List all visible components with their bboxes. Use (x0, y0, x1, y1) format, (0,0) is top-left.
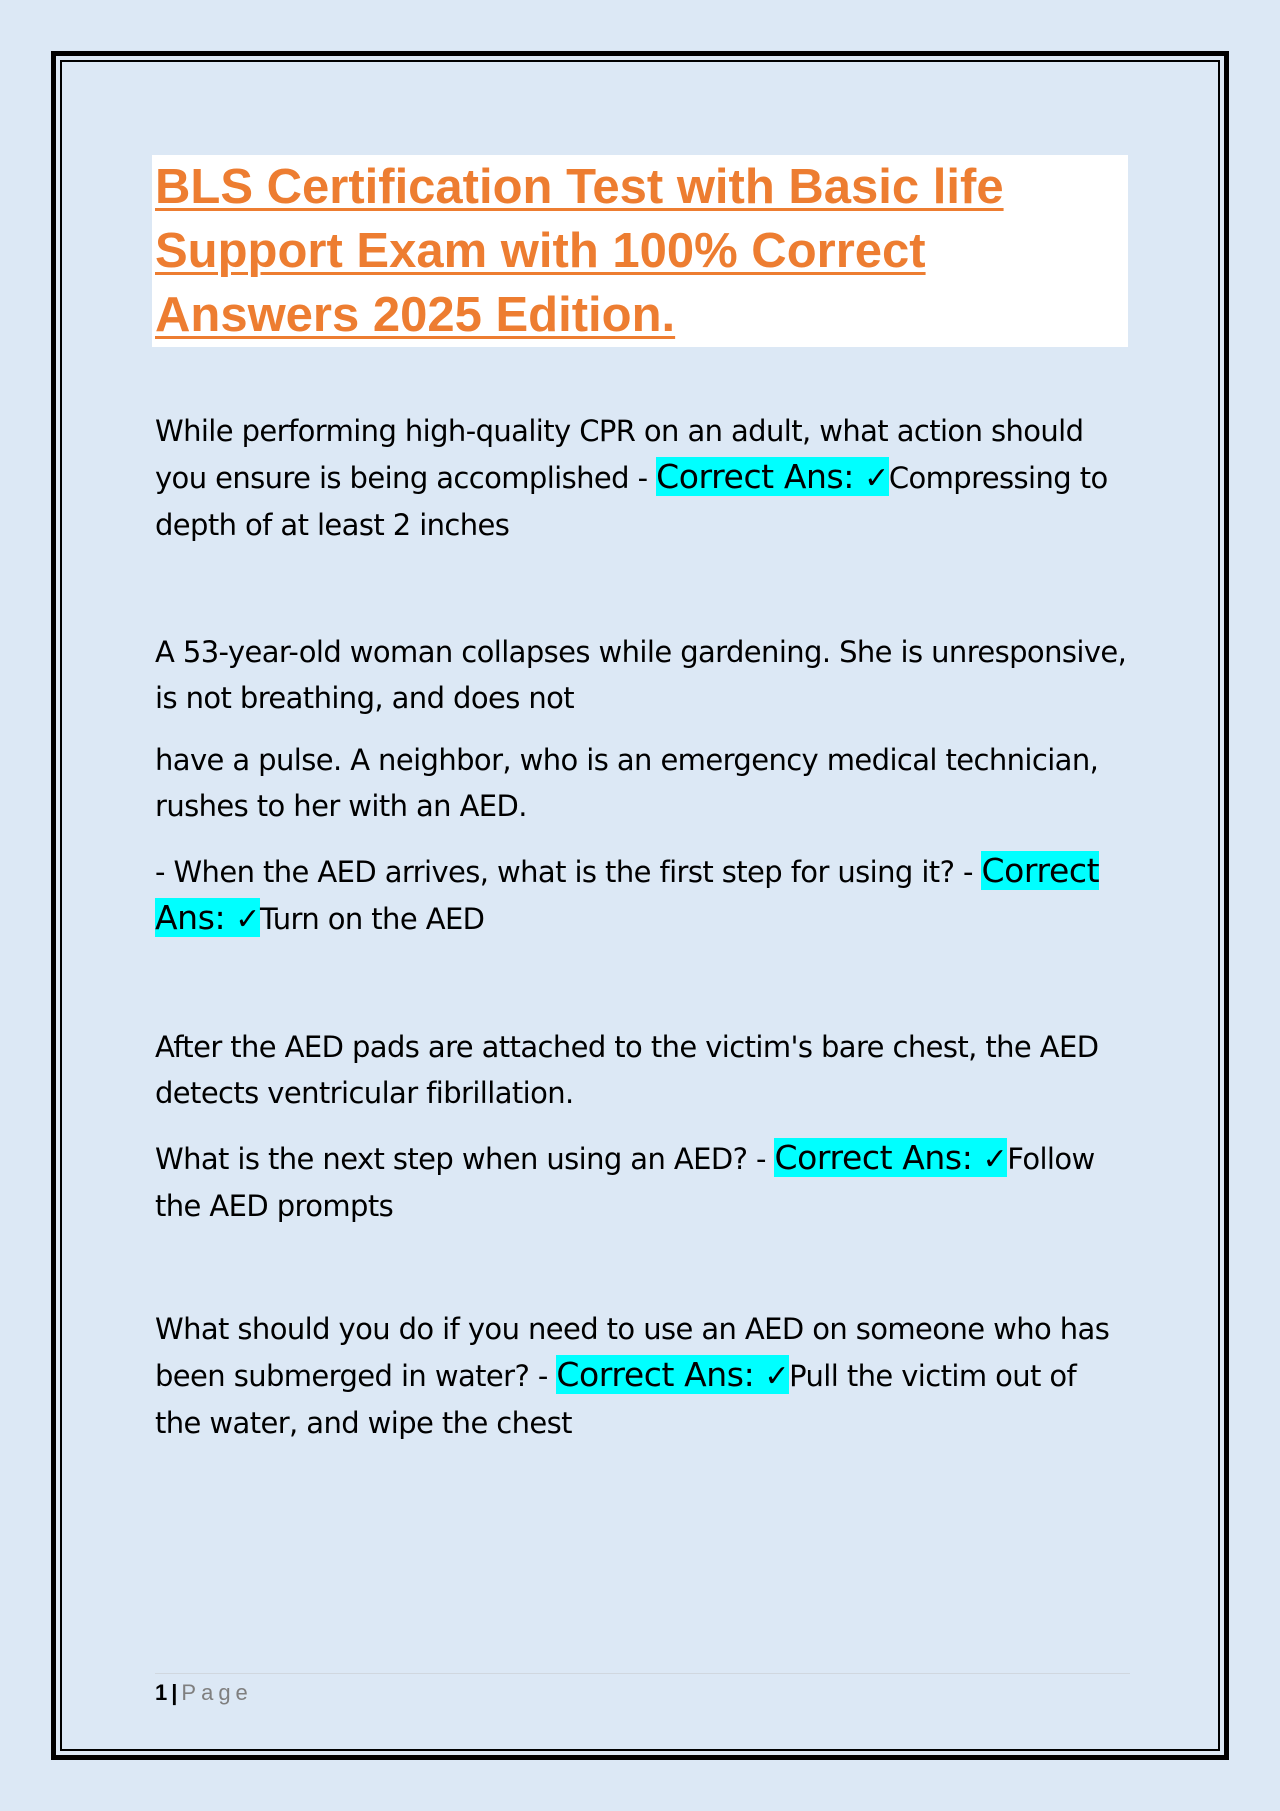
answer-text: Compressing to depth of at least 2 inches (155, 461, 1108, 542)
answer-label: Correct Ans: (155, 851, 1100, 937)
question-block-3-line2 (155, 1135, 1130, 1229)
check-mark-icon: ✓ (982, 1142, 1008, 1177)
question-block-2-line3 (155, 848, 1130, 943)
page-number: 1 (155, 1680, 168, 1705)
answer-label-highlight (556, 1355, 789, 1394)
document-title: BLS Certification Test with Basic life Support Exam with 100% Correct Answers 2025 Edition. (155, 160, 1004, 342)
answer-label-highlight (774, 1138, 1007, 1177)
question-block-4 (155, 1306, 1130, 1446)
answer-text: Follow the AED prompts (155, 1142, 1095, 1223)
check-mark-icon: ✓ (864, 461, 889, 496)
answer-label: Correct Ans: (774, 1138, 983, 1177)
answer-label: Correct Ans: (556, 1355, 765, 1394)
question-block-1 (155, 408, 1130, 548)
answer-label: Correct Ans: (656, 457, 865, 496)
page-footer (155, 1680, 253, 1706)
check-mark-icon: ✓ (235, 902, 261, 937)
page-label: Page (181, 1680, 253, 1705)
check-mark-icon: ✓ (764, 1359, 790, 1394)
footer-divider (155, 1673, 1130, 1674)
question-block-2-line1: A 53-year-old woman collapses while gardening. She is unresponsive, is not breathing, and does not (155, 635, 1127, 715)
answer-label-highlight (656, 457, 889, 496)
question-block-3-line1: After the AED pads are attached to the victim's bare chest, the AED detects ventricular fibrillation. (155, 1030, 1099, 1110)
question-block-2-line2: have a pulse. A neighbor, who is an emergency medical technician, rushes to her with an AED. (155, 743, 1099, 823)
question-text: What should you do if you need to use an AED on someone who has been submerged in water? - (155, 1312, 1110, 1393)
answer-text: Turn on the AED (260, 902, 485, 936)
question-text: What is the next step when using an AED? - (155, 1142, 766, 1176)
footer-separator: | (171, 1680, 178, 1705)
question-text: - When the AED arrives, what is the first step for using it? - (155, 855, 973, 889)
answer-text: Pull the victim out of the water, and wipe the chest (155, 1359, 1077, 1440)
question-text: While performing high-quality CPR on an adult, what action should you ensure is being accomplished - (155, 414, 1084, 495)
